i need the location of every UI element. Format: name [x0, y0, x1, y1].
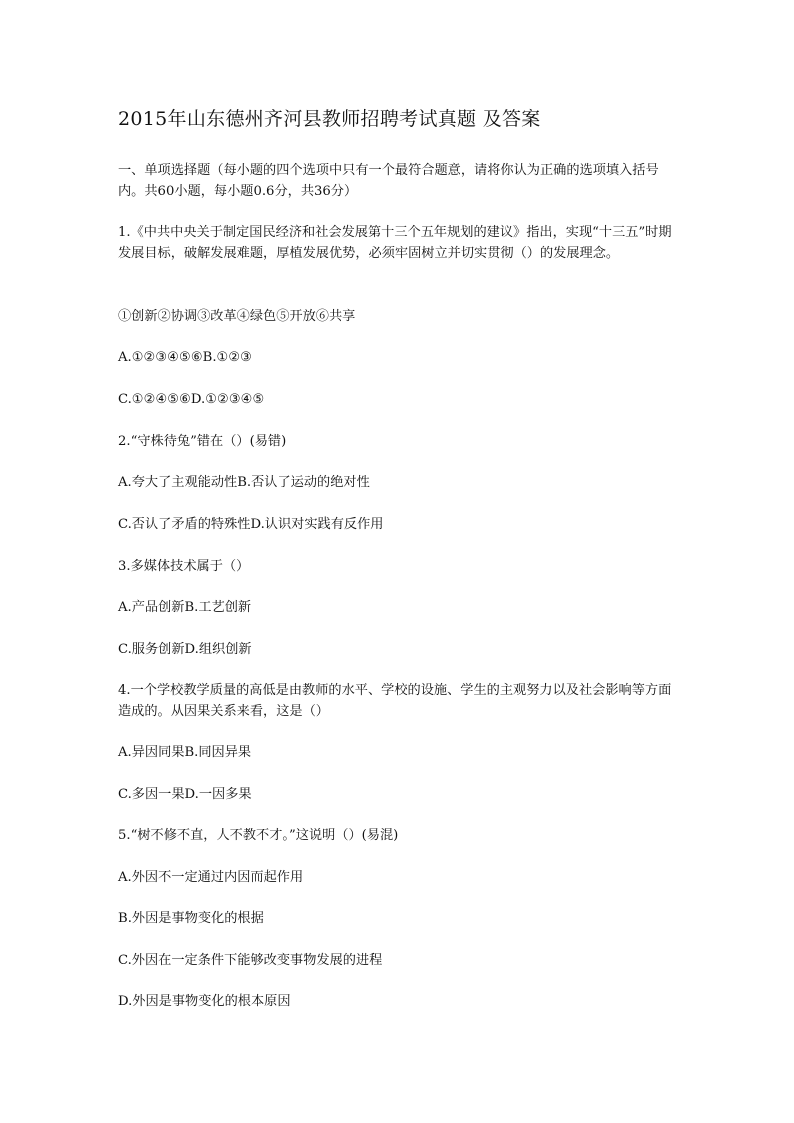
- question-4-stem: 4.一个学校教学质量的高低是由教师的水平、学校的设施、学生的主观努力以及社会影响等方面造成的。从因果关系来看，这是（）: [118, 683, 672, 719]
- question-1-options-cd: C.①②④⑤⑥D.①②③④⑤: [118, 392, 265, 407]
- section-heading: 一、单项选择题（每小题的四个选项中只有一个最符合题意，请将你认为正确的选项填入括号内。共60小题，每小题0.6分，共36分）: [118, 163, 659, 199]
- document-title: 2015年山东德州齐河县教师招聘考试真题 及答案: [118, 108, 541, 130]
- question-2-options-ab: A.夸大了主观能动性B.否认了运动的绝对性: [118, 475, 370, 490]
- question-1-items: ①创新②协调③改革④绿色⑤开放⑥共享: [118, 309, 356, 324]
- question-3-options-ab: A.产品创新B.工艺创新: [118, 600, 252, 615]
- question-4-options-cd: C.多因一果D.一因多果: [118, 787, 252, 802]
- question-1-stem: 1.《中共中央关于制定国民经济和社会发展第十三个五年规划的建议》指出，实现“十三五”时期发展目标，破解发展难题，厚植发展优势，必须牢固树立并切实贯彻（）的发展理念。: [118, 225, 672, 261]
- question-2-options-cd: C.否认了矛盾的特殊性D.认识对实践有反作用: [118, 517, 384, 532]
- question-2-stem: 2.“守株待兔”错在（）(易错): [118, 434, 287, 449]
- question-3-stem: 3.多媒体技术属于（）: [118, 559, 250, 574]
- question-3-options-cd: C.服务创新D.组织创新: [118, 642, 252, 657]
- question-4-options-ab: A.异因同果B.同因异果: [118, 745, 252, 760]
- question-1-options-ab: A.①②③④⑤⑥B.①②③: [118, 350, 252, 365]
- question-5-option-d: D.外因是事物变化的根本原因: [118, 994, 291, 1009]
- question-5-option-c: C.外因在一定条件下能够改变事物发展的进程: [118, 953, 383, 968]
- question-5-stem: 5.“树不修不直，人不教不才。”这说明（）(易混): [118, 828, 399, 843]
- question-5-option-a: A.外因不一定通过内因而起作用: [118, 870, 304, 885]
- question-5-option-b: B.外因是事物变化的根据: [118, 911, 264, 926]
